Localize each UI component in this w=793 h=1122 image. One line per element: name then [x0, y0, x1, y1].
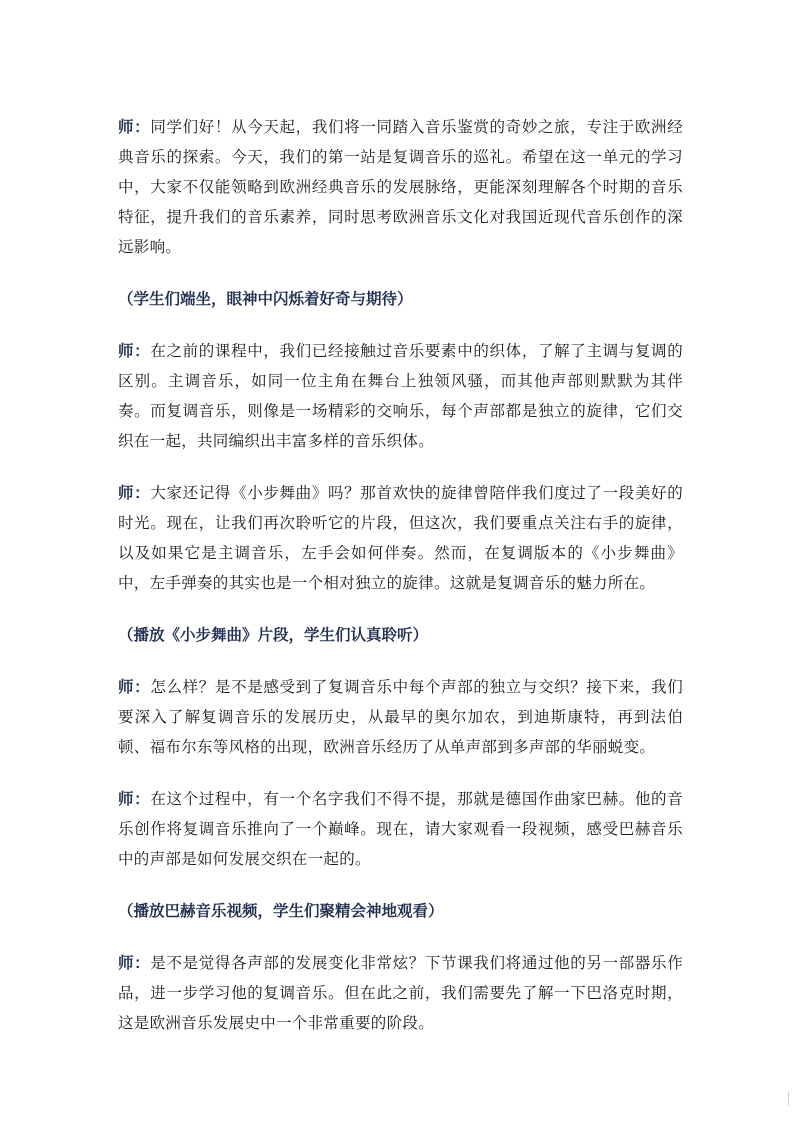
teacher-paragraph-6: [118, 948, 683, 1038]
speaker-label: 师：: [118, 341, 151, 360]
paragraph-text: 同学们好！从今天起，我们将一同踏入音乐鉴赏的奇妙之旅，专注于欧洲经典音乐的探索。今天，我们的第一站是复调音乐的巡礼。希望在这一单元的学习中，大家不仅能领略到欧洲经典音乐的发展脉络，更能深刻理解各个时期的音乐特征，提升我们的音乐素养，同时思考欧洲音乐文化对我国近现代音乐创作的深远影响。: [118, 118, 683, 256]
paragraph-text: 是不是觉得各声部的发展变化非常炫？下节课我们将通过他的另一部器乐作品，进一步学习他的复调音乐。但在此之前，我们需要先了解一下巴洛克时期，这是欧洲音乐发展史中一个非常重要的阶段。: [118, 954, 683, 1032]
document-body: [118, 112, 683, 1060]
speaker-label: 师：: [118, 789, 151, 808]
teacher-paragraph-1: [118, 112, 683, 262]
page-edge-mark: [788, 1092, 789, 1106]
teacher-paragraph-2: [118, 336, 683, 456]
speaker-label: 师：: [118, 677, 151, 696]
stage-direction-3: （播放巴赫音乐视频，学生们聚精会神地观看）: [118, 902, 444, 920]
speaker-label: 师：: [118, 117, 151, 136]
speaker-label: 师：: [118, 953, 151, 972]
paragraph-text: 怎么样？是不是感受到了复调音乐中每个声部的独立与交织？接下来，我们要深入了解复调音乐的发展历史，从最早的奥尔加农，到迪斯康特，再到法伯顿、福布尔东等风格的出现，欧洲音乐经历了从单声部到多声部的华丽蜕变。: [118, 678, 683, 756]
teacher-paragraph-5: [118, 784, 683, 874]
stage-direction-1: （学生们端坐，眼神中闪烁着好奇与期待）: [118, 290, 413, 308]
speaker-label: 师：: [118, 483, 151, 502]
teacher-paragraph-4: [118, 672, 683, 762]
paragraph-text: 大家还记得《小步舞曲》吗？那首欢快的旋律曾陪伴我们度过了一段美好的时光。现在，让我们再次聆听它的片段，但这次，我们要重点关注右手的旋律，以及如果它是主调音乐，左手会如何伴奏。然而，在复调版本的《小步舞曲》中，左手弹奏的其实也是一个相对独立的旋律。这就是复调音乐的魅力所在。: [118, 484, 683, 592]
stage-direction-2: （播放《小步舞曲》片段，学生们认真聆听）: [118, 626, 429, 644]
teacher-paragraph-3: [118, 478, 683, 598]
paragraph-text: 在之前的课程中，我们已经接触过音乐要素中的织体，了解了主调与复调的区别。主调音乐，如同一位主角在舞台上独领风骚，而其他声部则默默为其伴奏。而复调音乐，则像是一场精彩的交响乐，每个声部都是独立的旋律，它们交织在一起，共同编织出丰富多样的音乐织体。: [118, 342, 683, 450]
paragraph-text: 在这个过程中，有一个名字我们不得不提，那就是德国作曲家巴赫。他的音乐创作将复调音乐推向了一个巅峰。现在，请大家观看一段视频，感受巴赫音乐中的声部是如何发展交织在一起的。: [118, 790, 683, 868]
